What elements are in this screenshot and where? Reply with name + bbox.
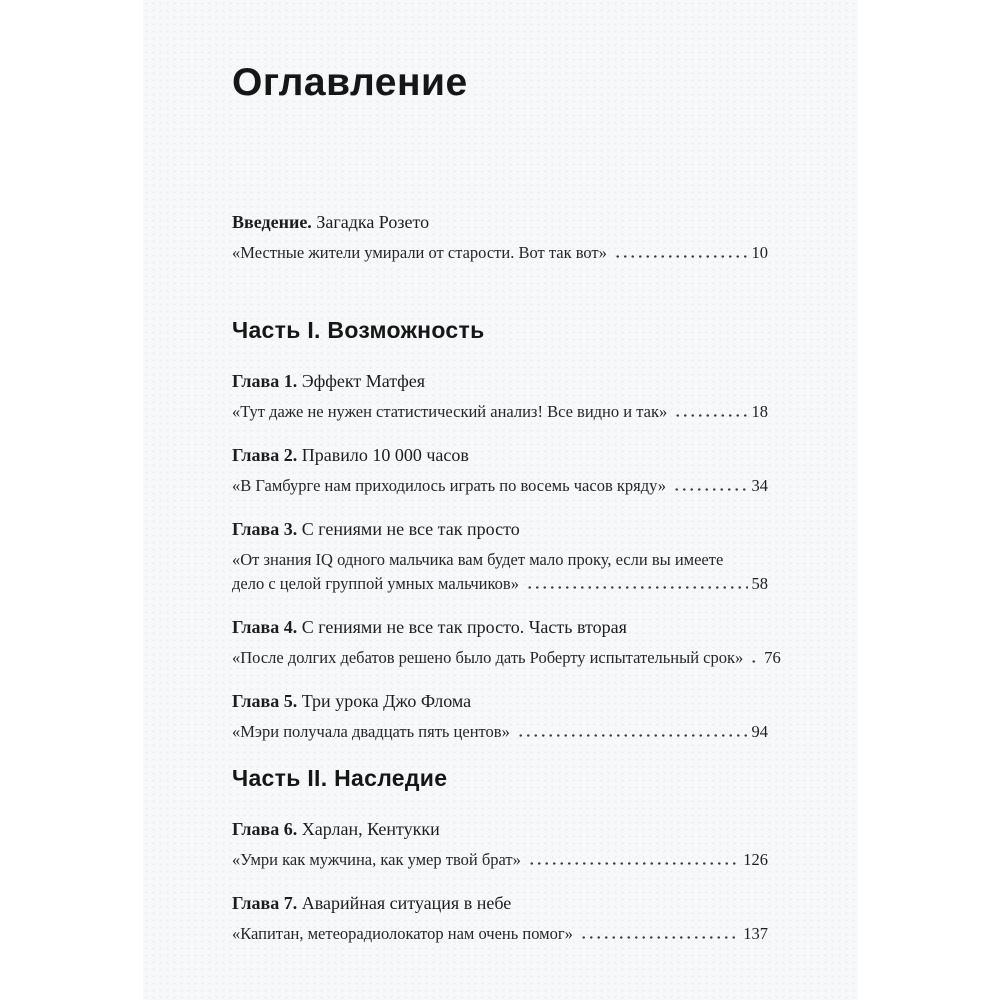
entry-title xyxy=(232,210,768,234)
entry-title xyxy=(232,517,768,541)
entry-label: Глава 6. xyxy=(232,819,298,839)
entry-quote-line xyxy=(232,548,768,572)
toc-entry-chapter-3 xyxy=(232,517,768,596)
page-number: 137 xyxy=(743,924,768,943)
quote-text: «Капитан, метеорадиолокатор нам очень помог» xyxy=(232,924,573,943)
entry-quote-line xyxy=(232,848,768,872)
quote-text: «В Гамбурге нам приходилось играть по восемь часов кряду» xyxy=(232,476,667,495)
entry-label: Глава 2. xyxy=(232,445,298,465)
entry-title xyxy=(232,369,768,393)
dot-leader xyxy=(750,660,760,663)
page-number: 58 xyxy=(751,574,768,593)
page-number: 126 xyxy=(743,850,768,869)
page-number: 76 xyxy=(764,648,781,667)
page-number: 10 xyxy=(751,243,768,262)
entry-quote-line xyxy=(232,572,768,596)
entry-label: Глава 1. xyxy=(232,371,298,391)
dot-leader xyxy=(528,862,739,865)
entry-name: Три урока Джо Флома xyxy=(301,691,472,711)
toc-entry-intro xyxy=(232,210,768,265)
entry-title xyxy=(232,891,768,915)
quote-text: «Умри как мужчина, как умер твой брат» xyxy=(232,850,521,869)
entry-name: Правило 10 000 часов xyxy=(301,445,469,465)
page-number: 34 xyxy=(751,476,768,495)
toc-entry-chapter-1 xyxy=(232,369,768,424)
page-title: Оглавление xyxy=(232,61,468,104)
quote-text: «Местные жители умирали от старости. Вот так вот» xyxy=(232,243,607,262)
toc-entry-chapter-6 xyxy=(232,817,768,872)
entry-name: Харлан, Кентукки xyxy=(301,819,440,839)
toc-entry-chapter-5 xyxy=(232,689,768,744)
entry-label: Глава 7. xyxy=(232,893,298,913)
toc-entry-chapter-2 xyxy=(232,443,768,498)
page-number: 18 xyxy=(751,402,768,421)
part-heading: Часть II. Наследие xyxy=(232,765,448,791)
entry-name: Загадка Розето xyxy=(316,212,430,232)
quote-text: «Мэри получала двадцать пять центов» xyxy=(232,722,510,741)
entry-title xyxy=(232,689,768,713)
quote-text: «После долгих дебатов решено было дать Роберту испытательный срок» xyxy=(232,648,744,667)
entry-label: Глава 4. xyxy=(232,617,298,637)
entry-name: С гениями не все так просто. Часть вторая xyxy=(301,617,627,637)
entry-label: Введение. xyxy=(232,212,312,232)
entry-title xyxy=(232,443,768,467)
toc-entry-chapter-4 xyxy=(232,615,781,670)
dot-leader xyxy=(673,488,747,491)
entry-title xyxy=(232,817,768,841)
dot-leader xyxy=(526,586,748,589)
entry-quote-line xyxy=(232,922,768,946)
toc-page xyxy=(143,0,858,1000)
entry-title xyxy=(232,615,768,639)
entry-quote-line xyxy=(232,400,768,424)
toc-part-1 xyxy=(232,315,781,744)
page-number: 94 xyxy=(751,722,768,741)
entry-label: Глава 5. xyxy=(232,691,298,711)
dot-leader xyxy=(614,255,748,258)
entry-name: Аварийная ситуация в небе xyxy=(301,893,512,913)
entry-name: Эффект Матфея xyxy=(301,371,426,391)
quote-text: дело с целой группой умных мальчиков» xyxy=(232,574,519,593)
entry-quote-line xyxy=(232,241,768,265)
entry-label: Глава 3. xyxy=(232,519,298,539)
dot-leader xyxy=(517,734,748,737)
dot-leader xyxy=(580,936,739,939)
entry-quote-line xyxy=(232,474,768,498)
quote-text: «Тут даже не нужен статистический анализ! Все видно и так» xyxy=(232,402,668,421)
quote-text: «От знания IQ одного мальчика вам будет мало проку, если вы имеете xyxy=(232,550,724,569)
entry-name: С гениями не все так просто xyxy=(301,519,520,539)
toc-entry-chapter-7 xyxy=(232,891,768,946)
dot-leader xyxy=(674,414,747,417)
toc-part-2 xyxy=(232,763,768,946)
part-heading: Часть I. Возможность xyxy=(232,317,485,343)
entry-quote-line xyxy=(232,646,781,670)
entry-quote-line xyxy=(232,720,768,744)
